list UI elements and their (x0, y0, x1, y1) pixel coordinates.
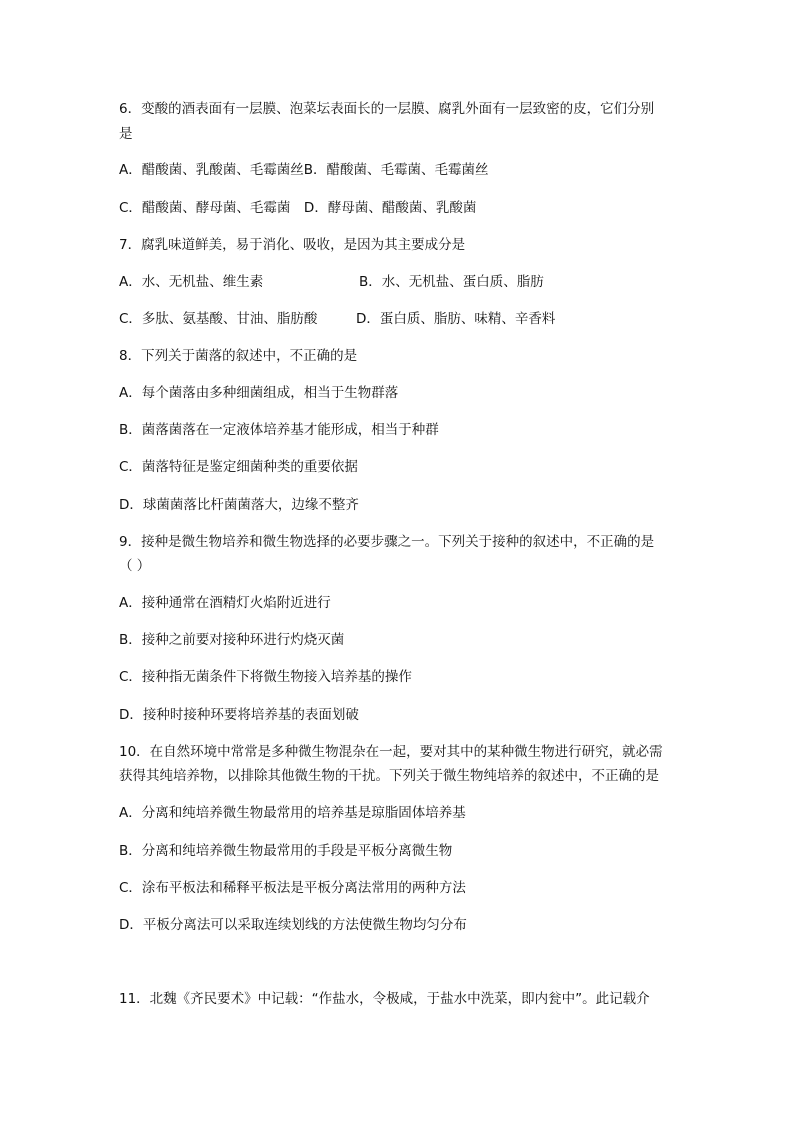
q8-option-d: D．球菌菌落比杆菌菌落大，边缘不整齐 (119, 497, 359, 513)
q6-stem-line1: 6．变酸的酒表面有一层膜、泡菜坛表面长的一层膜、腐乳外面有一层致密的皮，它们分别 (119, 101, 655, 117)
q7-stem: 7．腐乳味道鲜美，易于消化、吸收，是因为其主要成分是 (119, 237, 466, 253)
q7-option-c: C．多肽、氨基酸、甘油、脂肪酸 (119, 311, 318, 327)
q9-stem-line2: （ ） (119, 558, 151, 574)
q9-stem-line1: 9．接种是微生物培养和微生物选择的必要步骤之一。下列关于接种的叙述中，不正确的是 (119, 534, 655, 550)
q10-option-d: D．平板分离法可以采取连续划线的方法使微生物均匀分布 (119, 917, 467, 933)
q8-option-b: B．菌落菌落在一定液体培养基才能形成，相当于种群 (119, 422, 439, 438)
q10-option-a: A．分离和纯培养微生物最常用的培养基是琼脂固体培养基 (119, 805, 466, 821)
q10-option-c: C．涂布平板法和稀释平板法是平板分离法常用的两种方法 (119, 880, 466, 896)
q6-stem-line2: 是 (119, 126, 133, 142)
q9-option-c: C．接种指无菌条件下将微生物接入培养基的操作 (119, 669, 412, 685)
q10-option-b: B．分离和纯培养微生物最常用的手段是平板分离微生物 (119, 843, 453, 859)
q11-stem-line1: 11．北魏《齐民要术》中记载：“作盐水，令极咸，于盐水中洗菜，即内瓮中”。此记载介 (119, 991, 650, 1007)
q10-stem-line2: 获得其纯培养物，以排除其他微生物的干扰。下列关于微生物纯培养的叙述中，不正确的是 (119, 768, 659, 784)
q10-stem-line1: 10．在自然环境中常常是多种微生物混杂在一起，要对其中的某种微生物进行研究，就必需 (119, 744, 663, 760)
q6-options-cd: C．醋酸菌、酵母菌、毛霉菌 D．酵母菌、醋酸菌、乳酸菌 (119, 200, 477, 216)
q7-option-a: A．水、无机盐、维生素 (119, 274, 264, 290)
q9-option-a: A．接种通常在酒精灯火焰附近进行 (119, 595, 331, 611)
q8-option-a: A．每个菌落由多种细菌组成，相当于生物群落 (119, 385, 399, 401)
q6-options-ab: A．醋酸菌、乳酸菌、毛霉菌丝B．醋酸菌、毛霉菌、毛霉菌丝 (119, 162, 489, 178)
q7-option-d: D．蛋白质、脂肪、味精、辛香料 (356, 311, 556, 327)
q8-option-c: C．菌落特征是鉴定细菌种类的重要依据 (119, 459, 358, 475)
q8-stem: 8．下列关于菌落的叙述中，不正确的是 (119, 348, 358, 364)
q9-option-b: B．接种之前要对接种环进行灼烧灭菌 (119, 632, 345, 648)
q9-option-d: D．接种时接种环要将培养基的表面划破 (119, 707, 359, 723)
q7-option-b: B．水、无机盐、蛋白质、脂肪 (359, 274, 544, 290)
